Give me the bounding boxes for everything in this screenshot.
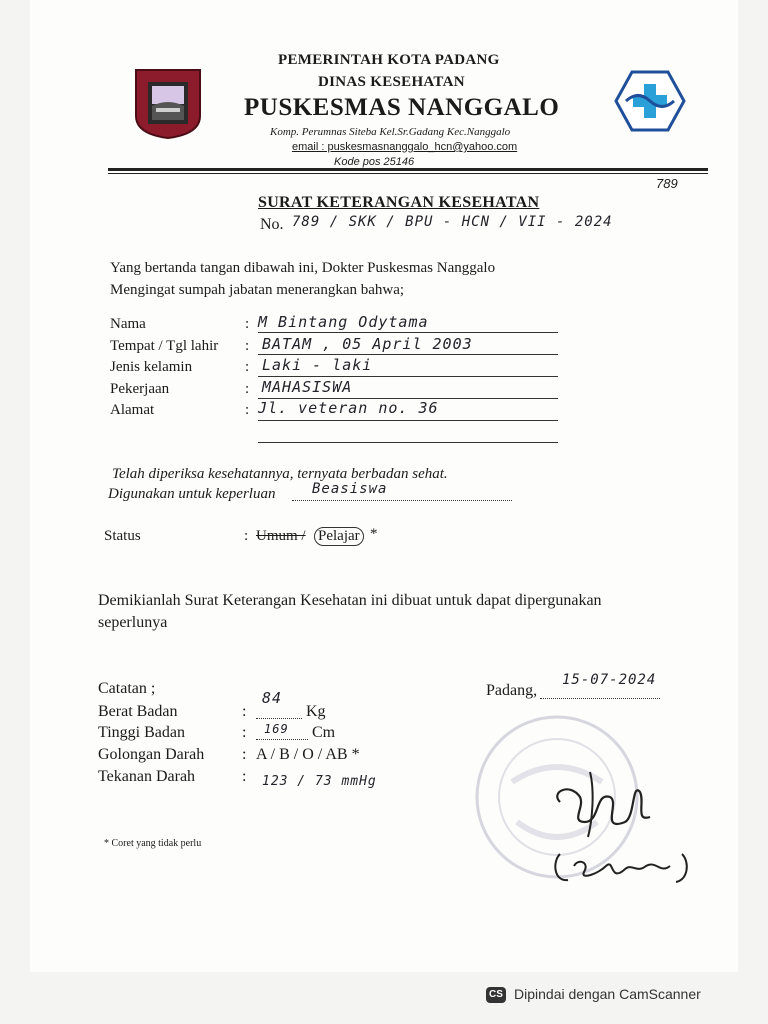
- field-underline: [258, 332, 558, 333]
- status-option-umum: Umum /: [256, 528, 306, 544]
- purpose-dotted-line: [292, 500, 512, 501]
- header-divider: [108, 168, 708, 171]
- date-value: 15-07-2024: [562, 672, 657, 688]
- field-label-ttl: Tempat / Tgl lahir: [110, 338, 219, 354]
- letter-title: SURAT KETERANGAN KESEHATAN: [258, 194, 540, 211]
- intro-line-2: Mengingat sumpah jabatan menerangkan bahwa;: [110, 282, 405, 298]
- field-colon: :: [245, 381, 250, 397]
- note-value-tinggi: 169: [264, 722, 289, 736]
- puskesmas-logo: [614, 70, 686, 132]
- field-underline: [258, 354, 558, 355]
- field-label-nama: Nama: [110, 316, 146, 332]
- header-government: PEMERINTAH KOTA PADANG: [278, 52, 500, 68]
- field-colon: :: [245, 316, 250, 332]
- field-colon: :: [245, 359, 250, 375]
- field-label-alamat: Alamat: [110, 402, 155, 418]
- status-label: Status: [104, 528, 141, 544]
- scanner-footer: [486, 986, 701, 1003]
- exam-purpose-value: Beasiswa: [312, 481, 388, 497]
- note-dotted: [256, 739, 308, 740]
- field-value-ttl: BATAM , 05 April 2003: [262, 335, 473, 353]
- letter-number-label: No.: [260, 216, 284, 233]
- note-label-golongan: Golongan Darah: [98, 746, 205, 763]
- intro-line-1: Yang bertanda tangan dibawah ini, Dokter Puskesmas Nanggalo: [110, 260, 496, 276]
- exam-purpose-prefix: Digunakan untuk keperluan: [108, 486, 276, 502]
- exam-statement: Telah diperiksa kesehatannya, ternyata berbadan sehat.: [112, 466, 448, 482]
- camscanner-logo-icon: CS: [486, 987, 506, 1003]
- note-unit-tinggi: Cm: [312, 724, 336, 741]
- header-institution: PUSKESMAS NANGGALO: [244, 94, 560, 121]
- signature-name: [560, 846, 565, 847]
- status-option-pelajar: Pelajar: [314, 527, 364, 546]
- field-underline-extra: [258, 442, 558, 443]
- field-colon: :: [245, 338, 250, 354]
- closing-line-2: seperlunya: [98, 614, 168, 631]
- footnote: * Coret yang tidak perlu: [104, 838, 202, 849]
- notes-heading: Catatan ;: [98, 680, 156, 697]
- note-colon: :: [242, 703, 247, 720]
- letter-number-value: 789 / SKK / BPU - HCN / VII - 2024: [292, 214, 613, 230]
- field-label-pekerjaan: Pekerjaan: [110, 381, 170, 397]
- note-colon: :: [242, 724, 247, 741]
- header-address: Komp. Perumnas Siteba Kel.Sr.Gadang Kec.Nanggalo: [270, 126, 511, 138]
- note-dotted: [256, 718, 302, 719]
- field-underline: [258, 376, 558, 377]
- date-dotted-line: [540, 698, 660, 699]
- field-value-jenis-kelamin: Laki - laki: [262, 356, 373, 374]
- place-label: Padang,: [486, 682, 538, 699]
- note-value-berat: 84: [262, 689, 283, 707]
- field-colon: :: [245, 402, 250, 418]
- field-label-jenis-kelamin: Jenis kelamin: [110, 359, 193, 375]
- field-value-pekerjaan: MAHASISWA: [262, 378, 353, 396]
- note-label-berat: Berat Badan: [98, 703, 178, 720]
- header-postal-code: Kode pos 25146: [334, 156, 415, 168]
- note-label-tinggi: Tinggi Badan: [98, 724, 185, 741]
- status-star: *: [370, 526, 378, 542]
- field-value-alamat: Jl. veteran no. 36: [258, 399, 439, 417]
- note-value-golongan: A / B / O / AB *: [256, 746, 360, 763]
- header-divider-thin: [108, 173, 708, 174]
- scanner-footer-text: Dipindai dengan CamScanner: [514, 986, 701, 1002]
- reference-number: 789: [656, 176, 678, 191]
- city-emblem-logo: [134, 68, 202, 140]
- note-unit-berat: Kg: [306, 703, 326, 720]
- note-colon: :: [242, 768, 247, 785]
- header-department: DINAS KESEHATAN: [318, 74, 465, 90]
- note-colon: :: [242, 746, 247, 763]
- doctor-signature: [540, 762, 710, 902]
- field-underline: [258, 420, 558, 421]
- note-label-tekanan: Tekanan Darah: [98, 768, 196, 785]
- field-value-nama: M Bintang Odytama: [258, 313, 429, 331]
- closing-line-1: Demikianlah Surat Keterangan Kesehatan ini dibuat untuk dapat dipergunakan: [98, 592, 602, 609]
- status-colon: :: [244, 528, 249, 544]
- header-email: email : puskesmasnanggalo_hcn@yahoo.com: [292, 141, 518, 153]
- note-value-tekanan: 123 / 73 mmHg: [262, 774, 377, 789]
